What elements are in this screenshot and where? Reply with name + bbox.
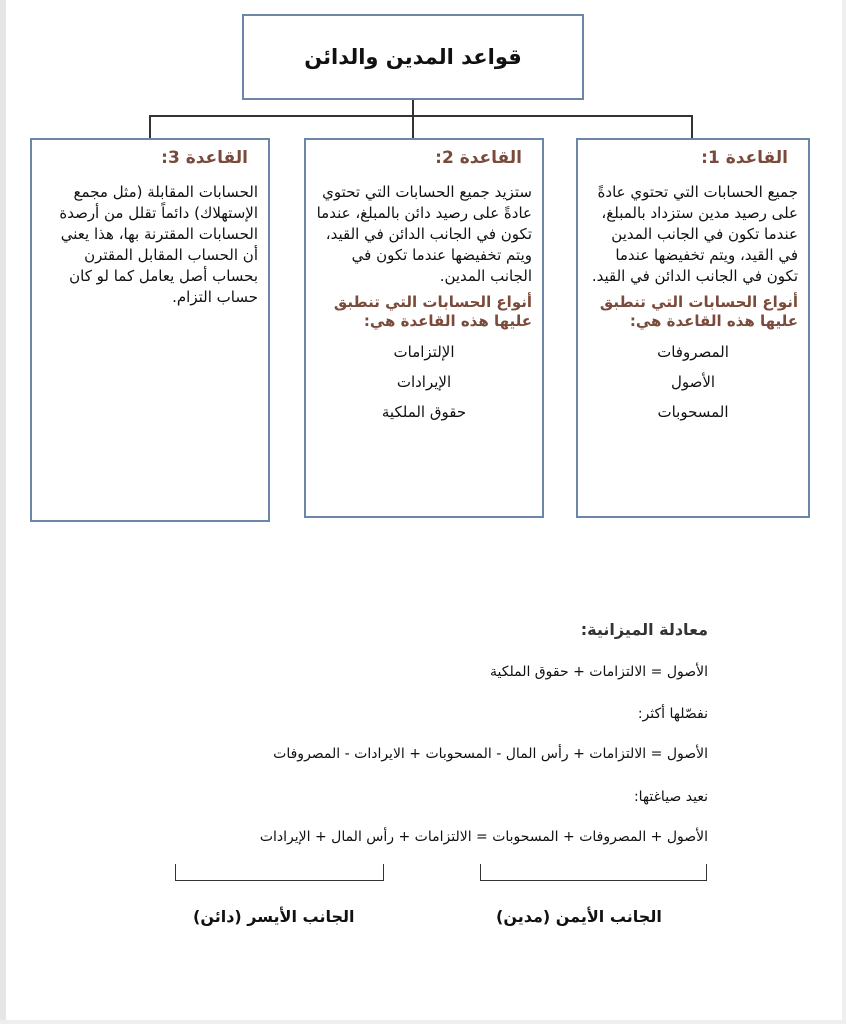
diagram-title: قواعد المدين والدائن	[304, 45, 522, 69]
bottom-page-edge	[0, 1020, 846, 1024]
rule-1-types-heading: أنواع الحسابات التي تنطبق عليها هذه القاعدة هي:	[599, 293, 798, 330]
right-page-edge	[842, 0, 846, 1024]
rule-1-type-item: الأصول	[670, 373, 716, 391]
connector-trunk	[412, 100, 414, 116]
rule-2-heading: القاعدة 2:	[435, 148, 522, 168]
rule-2-box	[304, 138, 544, 518]
connector-horizontal	[149, 115, 692, 117]
equation-reformulated: الأصول + المصروفات + المسحوبات = الالتزامات + رأس المال + الإيرادات	[259, 829, 708, 845]
left-bracket-tick	[175, 864, 176, 881]
rule-3-box	[30, 138, 270, 522]
rule-1-box	[576, 138, 810, 518]
rule-1-heading: القاعدة 1:	[701, 148, 788, 168]
connector-rule-1	[691, 115, 693, 139]
title-box	[242, 14, 584, 100]
rule-2-types-heading: أنواع الحسابات التي تنطبق عليها هذه القاعدة هي:	[333, 293, 532, 330]
left-bracket-base	[175, 880, 384, 881]
connector-rule-2	[412, 115, 414, 139]
right-bracket-base	[480, 880, 707, 881]
rule-3-heading: القاعدة 3:	[161, 148, 248, 168]
rule-1-type-item: المصروفات	[657, 343, 729, 361]
equation-basic: الأصول = الالتزامات + حقوق الملكية	[490, 664, 708, 680]
left-side-label: الجانب الأيسر (دائن)	[193, 907, 355, 926]
right-bracket-tick	[480, 864, 481, 881]
rule-2-type-item: الإيرادات	[396, 373, 452, 391]
left-page-edge	[0, 0, 6, 1024]
rule-1-body: جميع الحسابات التي تحتوي عادةً على رصيد مدين ستزداد بالمبلغ، عندما تكون في الجانب المدين في القيد، ويتم تخفيضها عندما تكون في الجانب الدائن في القيد.	[591, 183, 798, 285]
rule-2-type-item: حقوق الملكية	[381, 403, 467, 421]
rule-1-type-item: المسحوبات	[657, 403, 729, 421]
right-side-label: الجانب الأيمن (مدين)	[496, 907, 662, 926]
detail-label: نفصّلها أكثر:	[637, 706, 708, 722]
rule-3-body: الحسابات المقابلة (مثل مجمع الإستهلاك) دائماً تقلل من أرصدة الحسابات المقترنة بها، هذا يعني أن الحساب المقابل المقترن بحساب أصل يعامل كما لو كان حساب التزام.	[59, 183, 258, 306]
rule-2-type-item: الإلتزامات	[393, 343, 455, 361]
connector-rule-3	[149, 115, 151, 139]
rule-2-body: ستزيد جميع الحسابات التي تحتوي عادةً على رصيد دائن بالمبلغ، عندما تكون في الجانب الدائن في القيد، ويتم تخفيضها عندما تكون في الجانب المدين.	[316, 183, 532, 285]
right-bracket-tick	[706, 864, 707, 881]
equation-detailed: الأصول = الالتزامات + رأس المال - المسحوبات + الايرادات - المصروفات	[273, 746, 708, 762]
left-bracket-tick	[383, 864, 384, 881]
equation-heading: معادلة الميزانية:	[580, 620, 708, 639]
reformulate-label: نعيد صياغتها:	[633, 789, 708, 805]
